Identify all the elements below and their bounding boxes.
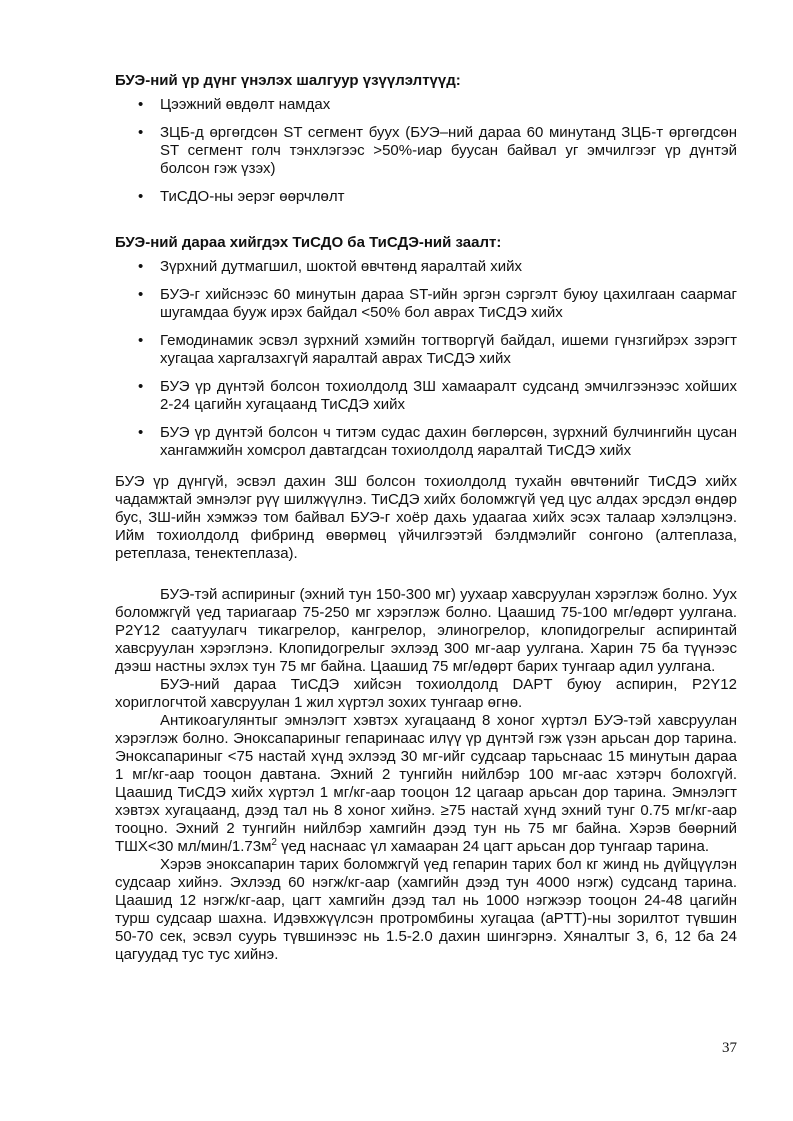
indications-heading: БУЭ-ний дараа хийгдэх ТиСДО ба ТиСДЭ-ний заалт: (115, 234, 502, 251)
anticoagulant-text: Антикоагулянтыг эмнэлэгт хэвтэх хугацаанд 8 хоног хүртэл БУЭ-тэй хавсруулан хэрэглэж болно. Эноксапариныг гепаринаас илүү үр дүнтэй гэж үзэн арьсан дор тарина. Эноксапариныг <75 настай хүнд эхлээд 30 мг-ийг судсаар тарьснаас 15 минутын дараа 1 мг/кг-аар тооцон давтана. Эхний 2 тунгийн нийлбэр 100 мг-аас хэтэрч болохгүй. Цаашид ТиСДЭ хийх хүртэл 1 мг/кг-аар тооцон 12 цагаар арьсан дор тарина. Эмнэлэгт хэвтэх хугацаанд, дээд тал нь 8 хоног хийнэ. ≥75 настай хүнд эхний тунг 0.75 мг/кг-аар тооцно. Эхний 2 тунгийн нийлбэр хамгийн дээд тун нь 75 мг байна. Хэрэв бөөрний ТШХ<30 мл/мин/1.73м (115, 712, 737, 855)
list-item: • Цээжний өвдөлт намдах (115, 96, 737, 114)
indications-list (115, 258, 737, 460)
list-item: • Гемодинамик эсвэл зүрхний хэмийн тогтворгүй байдал, ишеми гүнзгийрэх зэрэгт хугацаа харгалзахгүй яаралтай аврах ТиСДЭ хийх (115, 332, 737, 368)
list-item: • Зүрхний дутмагшил, шоктой өвчтөнд яаралтай хийх (115, 258, 737, 276)
criteria-list (115, 96, 737, 206)
heparin-paragraph: Хэрэв эноксапарин тарих боломжгүй үед гепарин тарих бол кг жинд нь дүйцүүлэн судсаар хийнэ. Эхлээд 60 нэгж/кг-аар (хамгийн дээд тун 4000 нэгж) судсанд тарина. Цаашид 12 нэгж/кг-аар, цагт хамгийн дээд тал нь 1000 нэгжээр тооцон 24-48 цагийн турш судсаар шахна. Идэвхжүүлсэн протромбины хугацаа (aPTT)-ны зорилтот түвшин 50-70 сек, эсвэл суурь түвшинээс нь 1.5-2.0 дахин шингэрнэ. Хяналтыг 3, 6, 12 ба 24 цагуудад тус тус хийнэ. (115, 856, 737, 963)
list-item: • ТиСДО-ны эерэг өөрчлөлт (115, 188, 737, 206)
superscript: 2 (271, 837, 277, 848)
list-item: • БУЭ үр дүнтэй болсон тохиолдолд ЗШ хамааралт судсанд эмчилгээнээс хойших 2-24 цагийн хугацаанд ТиСДЭ хийх (115, 378, 737, 414)
list-item: • БУЭ-г хийснээс 60 минутын дараа ST-ийн эргэн сэргэлт буюу цахилгаан саармаг шугамдаа бууж ирэх байдал <50% бол аврах ТиСДЭ хийх (115, 286, 737, 322)
anticoagulant-text-end: үед наснаас үл хамааран 24 цагт арьсан дор тунгаар тарина. (276, 838, 709, 855)
anticoagulant-paragraph (115, 712, 737, 856)
dapt-paragraph: БУЭ-ний дараа ТиСДЭ хийсэн тохиолдолд DAPT буюу аспирин, P2Y12 хориглогчтой хавсруулан 1 жил хүртэл зохих тунгаар өгнө. (115, 676, 737, 711)
criteria-heading: БУЭ-ний үр дүнг үнэлэх шалгуур үзүүлэлтүүд: (115, 72, 461, 89)
document-page (115, 72, 737, 964)
aspirin-paragraph: БУЭ-тэй аспириныг (эхний тун 150-300 мг) уухаар хавсруулан хэрэглэж болно. Уух боломжгүй үед тариагаар 75-250 мг хэрэглэж болно. Цаашид 75-100 мг/өдөрт уулгана. P2Y12 саатуулагч тикагрелор, кангрелор, элиногрелор, клопидогрелыг аспиринтай хавсруулан хэрэглэнэ. Клопидогрелыг эхлээд 300 мг-аар уулгана. Харин 75 ба түүнээс дээш настны эхлэх тун 75 мг байна. Цаашид 75 мг/өдөрт барих тунгаар адил уулгана. (115, 586, 737, 675)
page-number: 37 (722, 1040, 737, 1056)
failed-thrombolysis-paragraph: БУЭ үр дүнгүй, эсвэл дахин ЗШ болсон тохиолдолд тухайн өвчтөнийг ТиСДЭ хийх чадамжтай эмнэлэг рүү шилжүүлнэ. ТиСДЭ хийх боломжгүй үед цус алдах эрсдэл өндөр бус, ЗШ-ийн хэмжээ том байвал БУЭ-г хоёр дахь удаагаа хийх эсэх талаар хэлэлцэнэ. Ийм тохиолдолд фибринд өвөрмөц үйчилгээтэй бэлдмэлийг сонгоно (алтеплаза, ретеплаза, тенектеплаза). (115, 473, 737, 562)
list-item: • БУЭ үр дүнтэй болсон ч титэм судас дахин бөглөрсөн, зүрхний булчингийн цусан хангамжийн хомсрол давтагдсан тохиолдолд яаралтай ТиСДЭ хийх (115, 424, 737, 460)
list-item: • ЗЦБ-д өргөгдсөн ST сегмент буух (БУЭ–ний дараа 60 минутанд ЗЦБ-т өргөгдсөн ST сегмент голч тэнхлэгээс >50%-иар буусан байвал уг эмчилгээг үр дүнтэй болсон гэж үзэх) (115, 124, 737, 178)
